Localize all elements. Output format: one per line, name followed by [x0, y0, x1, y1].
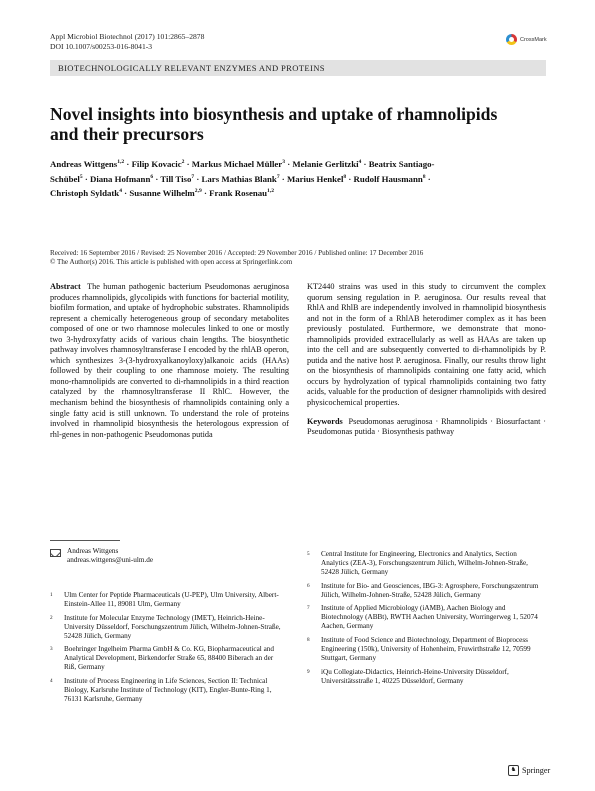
affiliation-text: Central Institute for Engineering, Electronics and Analytics, Section Analytics (ZEA-3), Forschungszentrum Jülich, Wilhelm-Johnen-Straße, 52428 Jülich, Germany: [321, 550, 528, 577]
crossmark-label: CrossMark: [520, 36, 547, 43]
affiliation-item: [50, 677, 286, 704]
author-name: Filip Kovacic: [131, 158, 182, 169]
affiliation-item: [307, 582, 543, 600]
affiliation-number: 4: [50, 677, 53, 684]
publisher-logo: [508, 765, 550, 776]
author-name: Diana Hofmann: [89, 173, 151, 184]
footnote-divider: [50, 540, 120, 541]
crossmark-icon: [506, 34, 517, 45]
crossmark-badge[interactable]: [506, 34, 547, 45]
author-name: Beatrix Santiago-Schübel: [50, 158, 435, 184]
affiliation-text: Institute for Molecular Enzyme Technology (IMET), Heinrich-Heine-University Düsseldorf, Forschungszentrum Jülich, Wilhelm-Johnen-Straße, 52428 Jülich, Germany: [64, 613, 281, 640]
publisher-name: Springer: [522, 766, 551, 775]
affiliation-text: Institute of Process Engineering in Life Sciences, Section II: Technical Biology, Karlsruhe Institute of Technology (KIT), Engler-Bunte-Ring 1, 76131 Karlsruhe, Germany: [64, 676, 272, 704]
affiliation-number: 5: [307, 551, 310, 557]
doi[interactable]: DOI 10.1007/s00253-016-8041-3: [50, 42, 153, 51]
author-affiliation-marker: 5: [79, 173, 83, 180]
affiliation-number: 2: [50, 614, 53, 621]
corresponding-name: Andreas Wittgens: [67, 547, 119, 555]
section-banner: [50, 60, 546, 76]
author-name: Christoph Syldatk: [50, 188, 120, 199]
journal-header: [50, 32, 204, 52]
affiliation-text: Institute for Bio- and Geosciences, IBG-3: Agrosphere, Forschungszentrum Jülich, Wilhelm-Johnen-Straße, 52428 Jülich, Germany: [321, 581, 539, 599]
abstract-column-left: [50, 282, 289, 492]
author-affiliation-marker: 2: [181, 159, 185, 165]
affiliation-item: [50, 614, 286, 641]
author-name: Susanne Wilhelm: [129, 188, 195, 199]
author-affiliation-marker: 6: [150, 173, 154, 180]
affiliation-item: [307, 636, 543, 663]
author-affiliation-marker: 8: [343, 173, 347, 180]
author-name: Lars Mathias Blank: [201, 173, 277, 184]
keywords-heading: Keywords: [307, 416, 343, 426]
affiliations-right: [307, 550, 543, 690]
affiliation-number: 6: [307, 582, 310, 589]
author-affiliation-marker: 3: [282, 159, 285, 165]
author-name: Melanie Gerlitzki: [292, 158, 359, 169]
abstract-text-left: The human pathogenic bacterium Pseudomonas aeruginosa produces rhamnolipids, glycolipids with functions for bacterial motility, biofilm formation, and uptake of hydrophobic substrates. Rhamnolipids represent a chemically heterogeneous group of secondary metabolites composed of one or two rhamnose molecules linked to one or mostly two 3-hydroxyfatty acids of various chain lengths. The biosynthetic pathway involves rhamnosyltransferase I encoded by the rhlAB operon, which synthesizes 3-(3-hydroxyalkanoyloxy)alkanoic acids (HAAs) followed by their coupling to one rhamnose moiety. The resulting mono-rhamnolipids are converted to di-rhamnolipids in a third reaction catalyzed by the rhamnosyltransferase II RhlC. However, the mechanism behind the biosynthesis of rhamnolipids containing only a single fatty acid is still unknown. To understand the role of proteins involved in rhamnolipid biosynthesis the heterologous expression of rhl-genes in non-pathogenic Pseudomonas putida: [50, 282, 289, 439]
affiliation-item: [307, 668, 543, 686]
keywords: [307, 417, 546, 438]
author-affiliation-marker: 4: [119, 188, 122, 195]
affiliation-number: 3: [50, 646, 53, 653]
section-label: BIOTECHNOLOGICALLY RELEVANT ENZYMES AND PROTEINS: [58, 63, 325, 73]
history-dates: Received: 16 September 2016 / Revised: 25 November 2016 / Accepted: 29 November 2016 / Published online: 17 December 2016: [50, 249, 424, 257]
author-name: Marius Henkel: [286, 173, 344, 184]
affiliation-item: [50, 645, 286, 672]
affiliations-left: [50, 591, 286, 709]
affiliation-text: Institute of Applied Microbiology (iAMB), Aachen Biology and Biotechnology (ABBt), RWTH Aachen University, Worringerweg 1, 52074 Aachen, Germany: [321, 604, 538, 631]
affiliation-item: [307, 550, 543, 577]
journal-citation: Appl Microbiol Biotechnol (2017) 101:2865–2878: [50, 32, 205, 41]
author-affiliation-marker: 4: [358, 159, 362, 165]
affiliation-item: [307, 604, 543, 631]
corresponding-author: [50, 547, 153, 565]
author-name: Till Tiso: [160, 173, 192, 184]
copyright-line: © The Author(s) 2016. This article is published with open access at Springerlink.com: [50, 258, 293, 267]
author-affiliation-marker: 7: [191, 173, 195, 180]
affiliation-text: iQu Collegiate-Didactics, Heinrich-Heine-University Düsseldorf, Universitätsstraße 1, 40225 Düsseldorf, Germany: [321, 667, 509, 685]
corresponding-email[interactable]: andreas.wittgens@uni-ulm.de: [67, 556, 154, 565]
affiliation-number: 8: [307, 636, 310, 643]
author-name: Rudolf Hausmann: [353, 173, 423, 184]
author-name: Markus Michael Müller: [191, 158, 283, 169]
affiliation-text: Boehringer Ingelheim Pharma GmbH & Co. KG, Biopharmaceutical and Analytical Development, Birkendorfer Straße 65, 88400 Biberach an der Riß, Germany: [64, 645, 274, 672]
article-title: Novel insights into biosynthesis and uptake of rhamnolipids and their precursors: [50, 104, 498, 144]
abstract-text-right: KT2440 strains was used in this study to circumvent the complex quorum sensing regulation in P. aeruginosa. Our results reveal that RhlA and RhlB are independently involved in rhamnolipid biosynthesis and not in the form of a RhlAB heterodimer complex as it has been previously postulated. Furthermore, we demonstrate that mono-rhamnolipids provided extracellularly as well as HAAs are taken up into the cell and are subsequently converted to di-rhamnolipids by P. putida and the native host P. aeruginosa. Finally, our results throw light on the biosynthesis of rhamnolipids containing one fatty acid, which occurs by hydrolyzation of typical rhamnolipids containing two fatty acids, valuable for the production of designer rhamnolipids with desired physicochemical properties.: [307, 282, 546, 408]
author-affiliation-marker: 8: [422, 173, 426, 180]
author-affiliation-marker: 1,2: [267, 188, 275, 195]
envelope-icon: [50, 549, 61, 557]
abstract-heading: Abstract: [50, 282, 81, 291]
author-affiliation-marker: 1,2: [117, 159, 125, 165]
keywords-text: Pseudomonas aeruginosa · Rhamnolipids · Biosurfactant · Pseudomonas putida · Biosynthesis pathway: [307, 416, 547, 437]
affiliation-number: 1: [50, 592, 53, 598]
author-name: Frank Rosenau: [209, 188, 268, 199]
affiliation-number: 9: [307, 668, 310, 675]
springer-horse-icon: ♞: [508, 765, 519, 776]
abstract-column-right: [307, 282, 546, 438]
author-affiliation-marker: 7: [276, 173, 280, 180]
author-affiliation-marker: 2,9: [194, 188, 202, 195]
affiliation-number: 7: [307, 605, 310, 612]
author-name: Andreas Wittgens: [50, 158, 118, 169]
article-dates: [50, 249, 546, 268]
affiliation-text: Institute of Food Science and Biotechnology, Department of Bioprocess Engineering (150k), University of Hohenheim, Fruwirthstraße 12, 70599 Stuttgart, Germany: [321, 635, 531, 663]
author-list: Andreas Wittgens$^{1,2}$ · Filip Kovacic$^2$ · Markus Michael Müller$^3$ · Melanie Gerlitzki$^4$ · Beatrix Santiago-Schübel$^5$ · Diana Hofmann$^6$ · Till Tiso$^7$ · Lars Mathias Blank$^7$ · Marius Henkel$^8$ · Rudolf Hausmann$^8$ · Christoph Syldatk$^4$ · Susanne Wilhelm$^{2,9}$ · Frank Rosenau$^{1,2}$: [50, 158, 435, 199]
affiliation-item: [50, 591, 286, 609]
affiliation-text: Ulm Center for Peptide Pharmaceuticals (U-PEP), Ulm University, Albert-Einstein-Allee 11, 89081 Ulm, Germany: [64, 591, 279, 609]
